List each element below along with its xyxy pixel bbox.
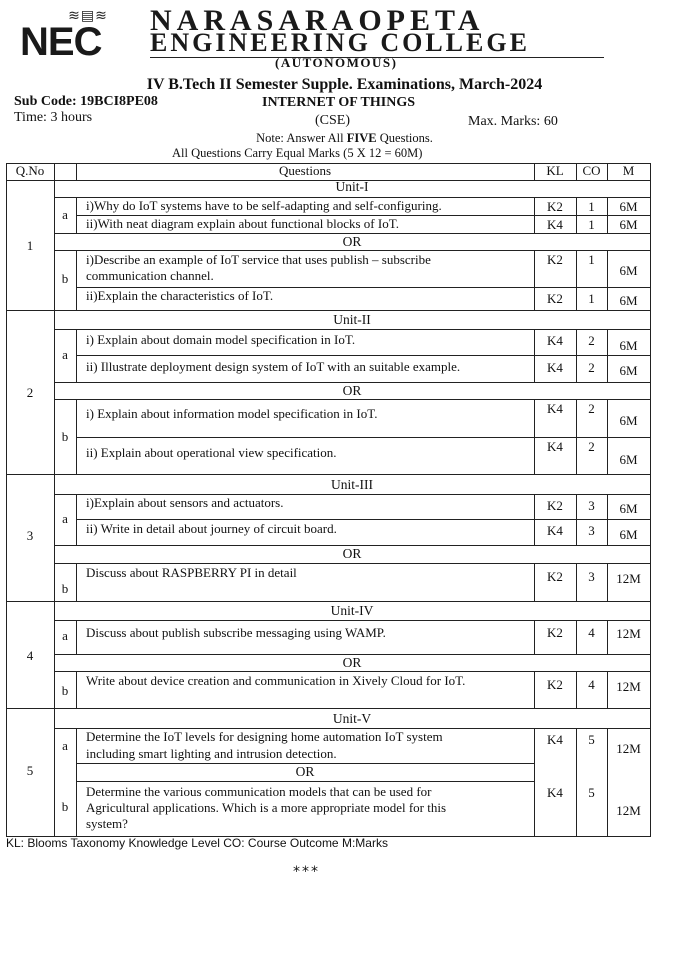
co-value: 2 bbox=[588, 360, 595, 375]
co-value: 1 bbox=[588, 217, 595, 232]
logo-emblem-icon: ≋▤≋ bbox=[68, 8, 108, 24]
marks-note: All Questions Carry Equal Marks (5 X 12 = 60M) bbox=[172, 146, 423, 160]
marks-value: 6M bbox=[619, 217, 638, 232]
question-text: i)Describe an example of IoT service that uses publish – subscribe bbox=[86, 252, 431, 267]
kl-value: K2 bbox=[547, 291, 563, 306]
question-text: Determine the various communication models that can be used for bbox=[86, 784, 432, 799]
question-text: ii) Explain about operational view specification. bbox=[86, 445, 337, 460]
marks-value: 6M bbox=[619, 293, 638, 308]
marks-value: 12M bbox=[616, 803, 641, 818]
question-text: Determine the IoT levels for designing home automation IoT system bbox=[86, 729, 443, 744]
marks-value: 6M bbox=[619, 452, 638, 467]
co-value: 3 bbox=[588, 498, 595, 513]
co-value: 4 bbox=[588, 625, 595, 640]
part-label: b bbox=[61, 799, 69, 814]
unit-heading: Unit-IV bbox=[330, 603, 374, 618]
col-header-m: M bbox=[622, 163, 635, 178]
part-label: a bbox=[62, 347, 68, 362]
question-text: Discuss about RASPBERRY PI in detail bbox=[86, 565, 297, 580]
end-marker: *** bbox=[293, 864, 320, 880]
unit-heading: Unit-V bbox=[332, 711, 372, 726]
question-number: 4 bbox=[26, 648, 34, 663]
question-number: 2 bbox=[26, 385, 34, 400]
co-value: 1 bbox=[588, 199, 595, 214]
question-text: ii) Illustrate deployment design system of IoT with an suitable example. bbox=[86, 359, 461, 374]
unit-heading: Unit-II bbox=[333, 312, 371, 327]
logo-text: NEC bbox=[20, 20, 102, 64]
part-label: a bbox=[62, 207, 68, 222]
kl-value: K4 bbox=[547, 217, 563, 232]
co-value: 2 bbox=[588, 333, 595, 348]
question-text: Agricultural applications. Which is a more appropriate model for this bbox=[86, 800, 447, 815]
or-separator: OR bbox=[342, 383, 362, 398]
question-text: including smart lighting and intrusion detection. bbox=[86, 746, 337, 761]
question-text: Write about device creation and communication in Xively Cloud for IoT. bbox=[86, 673, 466, 688]
college-subtitle: ENGINEERING COLLEGE bbox=[150, 28, 530, 57]
autonomous-label: (AUTONOMOUS) bbox=[275, 55, 398, 70]
marks-value: 6M bbox=[619, 363, 638, 378]
part-label: b bbox=[61, 683, 69, 698]
question-number: 1 bbox=[26, 238, 34, 253]
or-separator: OR bbox=[342, 655, 362, 670]
part-label: b bbox=[61, 581, 69, 596]
subject-code: Sub Code: 19BCI8PE08 bbox=[14, 94, 158, 109]
note-bold: FIVE bbox=[346, 131, 377, 145]
question-text: i)Why do IoT systems have to be self-adapting and self-configuring. bbox=[86, 198, 442, 213]
question-text: communication channel. bbox=[86, 268, 214, 283]
co-value: 3 bbox=[588, 523, 595, 538]
marks-value: 6M bbox=[619, 413, 638, 428]
kl-value: K2 bbox=[547, 199, 563, 214]
or-separator: OR bbox=[342, 546, 362, 561]
marks-value: 6M bbox=[619, 263, 638, 278]
co-value: 5 bbox=[588, 732, 595, 747]
kl-value: K2 bbox=[547, 677, 563, 692]
col-header-qno: Q.No bbox=[15, 163, 45, 178]
subject-name: INTERNET OF THINGS bbox=[262, 95, 416, 110]
co-value: 5 bbox=[588, 785, 595, 800]
unit-heading: Unit-I bbox=[335, 179, 369, 194]
branch-label: (CSE) bbox=[315, 113, 350, 128]
kl-value: K2 bbox=[547, 252, 563, 267]
question-text: ii)With neat diagram explain about functional blocks of IoT. bbox=[86, 216, 399, 231]
kl-value: K4 bbox=[547, 732, 563, 747]
co-value: 4 bbox=[588, 677, 595, 692]
part-label: a bbox=[62, 511, 68, 526]
question-text: system? bbox=[86, 816, 128, 831]
co-value: 2 bbox=[588, 401, 595, 416]
marks-value: 12M bbox=[616, 741, 641, 756]
exam-duration: Time: 3 hours bbox=[14, 110, 93, 125]
marks-value: 6M bbox=[619, 338, 638, 353]
marks-value: 6M bbox=[619, 527, 638, 542]
exam-title: IV B.Tech II Semester Supple. Examinations, March-2024 bbox=[146, 76, 543, 93]
note-prefix: Note: Answer All bbox=[256, 131, 347, 145]
part-label: a bbox=[62, 738, 68, 753]
question-text: i) Explain about domain model specification in IoT. bbox=[86, 332, 356, 347]
co-value: 1 bbox=[588, 291, 595, 306]
part-label: b bbox=[61, 429, 69, 444]
kl-value: K4 bbox=[547, 360, 563, 375]
kl-value: K4 bbox=[547, 439, 563, 454]
part-label: b bbox=[61, 271, 69, 286]
co-value: 3 bbox=[588, 569, 595, 584]
instructions-note bbox=[0, 131, 689, 146]
marks-value: 12M bbox=[616, 679, 641, 694]
kl-value: K2 bbox=[547, 625, 563, 640]
col-header-kl: KL bbox=[546, 163, 564, 178]
col-header-questions: Questions bbox=[279, 163, 331, 178]
legend: KL: Blooms Taxonomy Knowledge Level CO: Course Outcome M:Marks bbox=[6, 836, 388, 850]
co-value: 1 bbox=[588, 252, 595, 267]
marks-value: 12M bbox=[616, 571, 641, 586]
marks-value: 6M bbox=[619, 501, 638, 516]
max-marks: Max. Marks: 60 bbox=[468, 114, 558, 129]
note-suffix: Questions. bbox=[376, 131, 433, 145]
kl-value: K2 bbox=[547, 569, 563, 584]
kl-value: K4 bbox=[547, 401, 563, 416]
question-number: 3 bbox=[26, 528, 34, 543]
kl-value: K2 bbox=[547, 498, 563, 513]
question-text: Discuss about publish subscribe messaging using WAMP. bbox=[86, 625, 386, 640]
kl-value: K4 bbox=[547, 785, 563, 800]
unit-heading: Unit-III bbox=[331, 477, 373, 492]
part-label: a bbox=[62, 628, 68, 643]
question-text: ii) Write in detail about journey of circuit board. bbox=[86, 521, 337, 536]
question-text: ii)Explain the characteristics of IoT. bbox=[86, 288, 274, 303]
kl-value: K4 bbox=[547, 523, 563, 538]
marks-value: 6M bbox=[619, 199, 638, 214]
or-separator: OR bbox=[342, 234, 362, 249]
co-value: 2 bbox=[588, 439, 595, 454]
question-text: i) Explain about information model specification in IoT. bbox=[86, 406, 378, 421]
question-table bbox=[6, 163, 651, 837]
or-separator: OR bbox=[295, 764, 315, 779]
col-header-co: CO bbox=[582, 163, 601, 178]
question-text: i)Explain about sensors and actuators. bbox=[86, 495, 284, 510]
kl-value: K4 bbox=[547, 333, 563, 348]
question-number: 5 bbox=[26, 763, 34, 778]
college-logo bbox=[20, 8, 158, 64]
marks-value: 12M bbox=[616, 626, 641, 641]
college-name: NARASARAOPETA bbox=[150, 4, 485, 37]
